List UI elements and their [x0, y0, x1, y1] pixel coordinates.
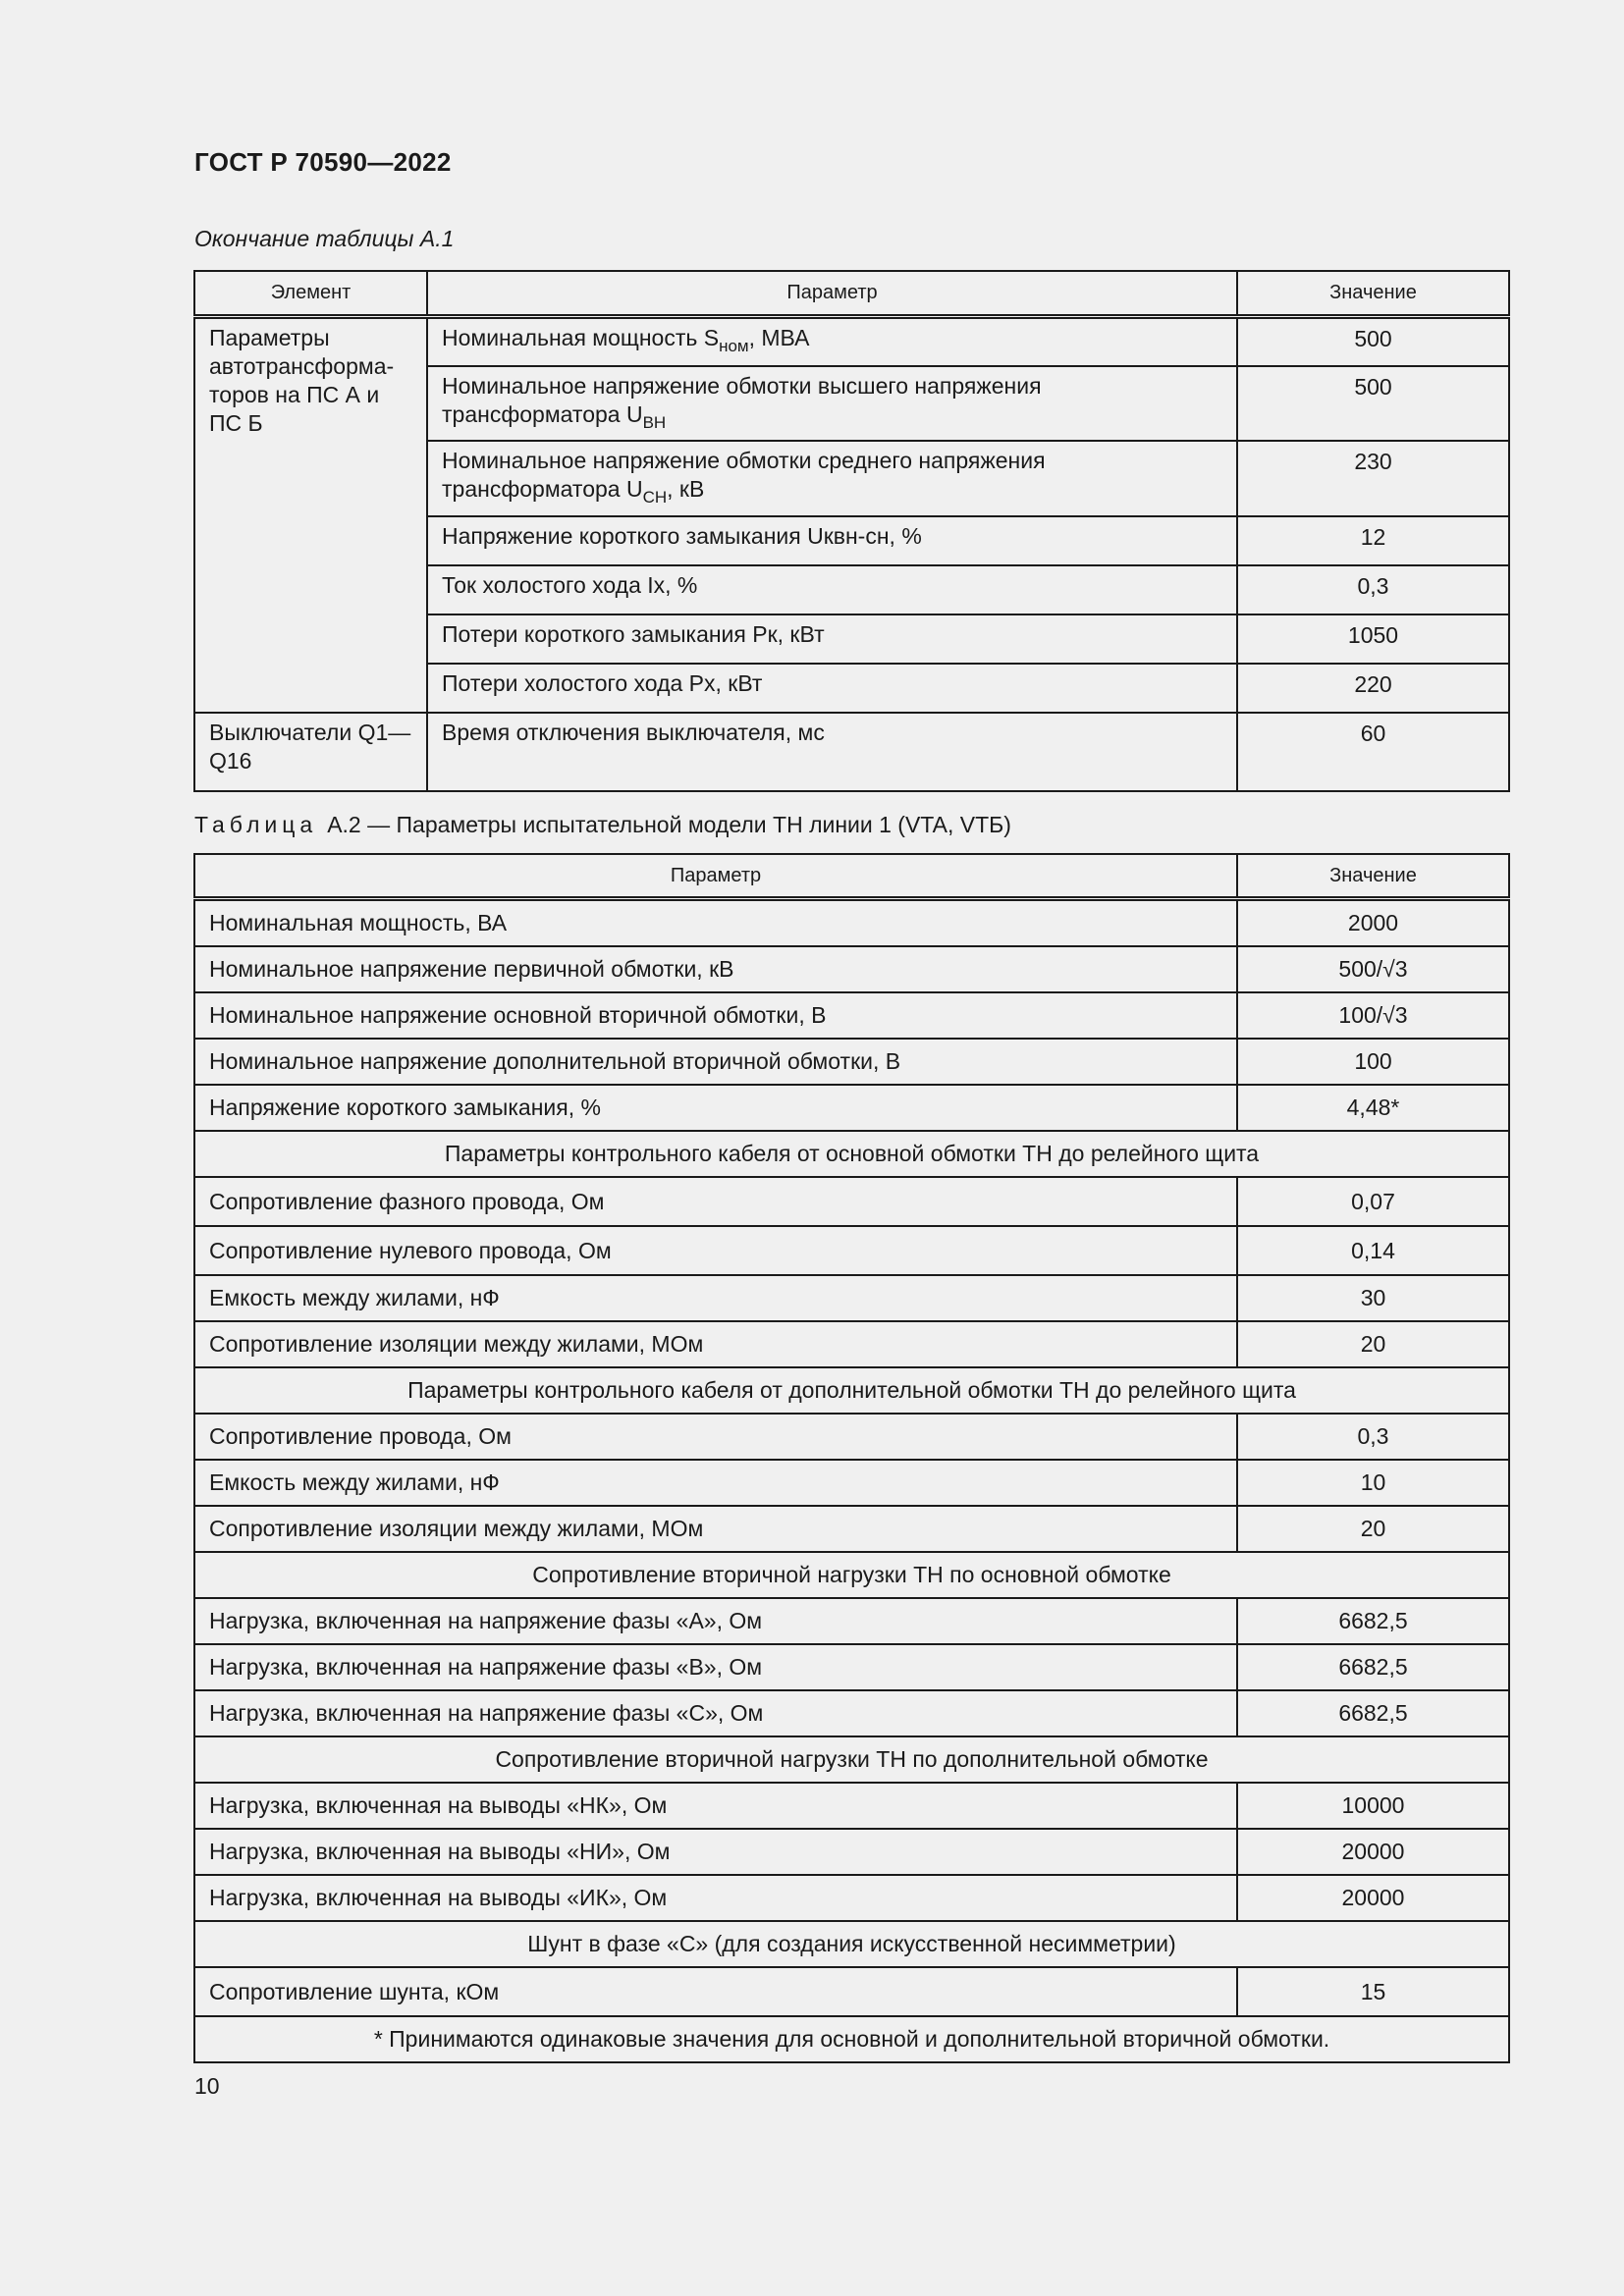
- table-footnote: * Принимаются одинаковые значения для основной и дополнительной вторичной обмотки.: [194, 2016, 1509, 2062]
- value-cell: 20: [1237, 1321, 1509, 1367]
- param-cell: Номинальное напряжение дополнительной вторичной обмотки, В: [194, 1039, 1237, 1085]
- value-cell: 6682,5: [1237, 1690, 1509, 1736]
- param-cell: Емкость между жилами, нФ: [194, 1460, 1237, 1506]
- value-cell: 20: [1237, 1506, 1509, 1552]
- param-cell: Номинальное напряжение обмотки среднего напряжения трансформатора $U_{СН}$, кВ: [427, 441, 1237, 516]
- document-header: ГОСТ Р 70590—2022: [194, 147, 452, 177]
- value-cell: 6682,5: [1237, 1644, 1509, 1690]
- param-cell: Напряжение короткого замыкания Uквн-сн, %: [427, 516, 1237, 565]
- value-cell: 220: [1237, 664, 1509, 713]
- table-row: [194, 1829, 1509, 1875]
- table-row: [194, 1226, 1509, 1275]
- table-row: [194, 1460, 1509, 1506]
- table-a1: [193, 270, 1510, 792]
- section-heading: Параметры контрольного кабеля от основной обмотки ТН до релейного щита: [194, 1131, 1509, 1177]
- table-row: [194, 1644, 1509, 1690]
- column-header-value: Значение: [1237, 271, 1509, 317]
- value-cell: 230: [1237, 441, 1509, 516]
- param-cell: Номинальная мощность, ВА: [194, 899, 1237, 947]
- param-cell: Нагрузка, включенная на выводы «НИ», Ом: [194, 1829, 1237, 1875]
- value-cell: 0,14: [1237, 1226, 1509, 1275]
- value-cell: 6682,5: [1237, 1598, 1509, 1644]
- table-row: [194, 1414, 1509, 1460]
- section-row: [194, 1367, 1509, 1414]
- value-cell: 10000: [1237, 1783, 1509, 1829]
- section-row: [194, 1131, 1509, 1177]
- param-cell: Время отключения выключателя, мс: [427, 713, 1237, 791]
- value-cell: 12: [1237, 516, 1509, 565]
- table-row: [194, 899, 1509, 947]
- footnote-row: [194, 2016, 1509, 2062]
- param-cell: Нагрузка, включенная на напряжение фазы «В», Ом: [194, 1644, 1237, 1690]
- table-header-row: [194, 854, 1509, 899]
- table-row: [194, 1321, 1509, 1367]
- value-cell: 0,3: [1237, 1414, 1509, 1460]
- table-row: [194, 1506, 1509, 1552]
- param-cell: Потери холостого хода Рх, кВт: [427, 664, 1237, 713]
- value-cell: 0,3: [1237, 565, 1509, 614]
- value-cell: 100/√3: [1237, 992, 1509, 1039]
- value-cell: 2000: [1237, 899, 1509, 947]
- table-row: [194, 1690, 1509, 1736]
- table-a2-caption: [194, 812, 1011, 838]
- group-label-autotransformers: Параметры автотрансформа-торов на ПС А и ПС Б: [194, 317, 427, 713]
- table-row: [194, 1085, 1509, 1131]
- column-header-parameter: Параметр: [427, 271, 1237, 317]
- column-header-element: Элемент: [194, 271, 427, 317]
- section-row: [194, 1552, 1509, 1598]
- table-row: [194, 317, 1509, 366]
- section-heading: Сопротивление вторичной нагрузки ТН по дополнительной обмотке: [194, 1736, 1509, 1783]
- section-heading: Сопротивление вторичной нагрузки ТН по основной обмотке: [194, 1552, 1509, 1598]
- param-cell: Ток холостого хода Iх, %: [427, 565, 1237, 614]
- table-row: [194, 992, 1509, 1039]
- value-cell: 500/√3: [1237, 946, 1509, 992]
- param-cell: Сопротивление фазного провода, Ом: [194, 1177, 1237, 1226]
- value-cell: 0,07: [1237, 1177, 1509, 1226]
- value-cell: 500: [1237, 317, 1509, 366]
- table-a1-caption: Окончание таблицы А.1: [194, 226, 455, 251]
- table-header-row: [194, 271, 1509, 317]
- section-row: [194, 1736, 1509, 1783]
- param-cell: Нагрузка, включенная на выводы «НК», Ом: [194, 1783, 1237, 1829]
- section-heading: Шунт в фазе «С» (для создания искусственной несимметрии): [194, 1921, 1509, 1967]
- param-cell: Сопротивление изоляции между жилами, МОм: [194, 1506, 1237, 1552]
- column-header-parameter: Параметр: [194, 854, 1237, 899]
- table-row: [194, 713, 1509, 791]
- value-cell: 500: [1237, 366, 1509, 441]
- param-cell: Номинальная мощность $S_{ном}$, МВА: [427, 317, 1237, 366]
- value-cell: 15: [1237, 1967, 1509, 2016]
- column-header-value: Значение: [1237, 854, 1509, 899]
- value-cell: 1050: [1237, 614, 1509, 664]
- param-cell: Нагрузка, включенная на напряжение фазы «С», Ом: [194, 1690, 1237, 1736]
- param-cell: Сопротивление провода, Ом: [194, 1414, 1237, 1460]
- param-cell: Потери короткого замыкания Рк, кВт: [427, 614, 1237, 664]
- group-label-breakers: Выключатели Q1—Q16: [194, 713, 427, 791]
- param-cell: Емкость между жилами, нФ: [194, 1275, 1237, 1321]
- table-row: [194, 1275, 1509, 1321]
- param-cell: Номинальное напряжение обмотки высшего напряжения трансформатора $U_{ВН}$: [427, 366, 1237, 441]
- value-cell: 60: [1237, 713, 1509, 791]
- table-row: [194, 1177, 1509, 1226]
- param-cell: Сопротивление шунта, кОм: [194, 1967, 1237, 2016]
- value-cell: 30: [1237, 1275, 1509, 1321]
- param-cell: Номинальное напряжение первичной обмотки, кВ: [194, 946, 1237, 992]
- table-row: [194, 1875, 1509, 1921]
- table-row: [194, 1783, 1509, 1829]
- value-cell: 100: [1237, 1039, 1509, 1085]
- param-cell: Нагрузка, включенная на напряжение фазы «А», Ом: [194, 1598, 1237, 1644]
- section-heading: Параметры контрольного кабеля от дополнительной обмотки ТН до релейного щита: [194, 1367, 1509, 1414]
- value-cell: 10: [1237, 1460, 1509, 1506]
- table-row: [194, 1598, 1509, 1644]
- page-number: 10: [194, 2073, 220, 2099]
- table-row: [194, 1967, 1509, 2016]
- table-a2: [193, 853, 1510, 2063]
- caption-prefix: Таблица: [194, 812, 318, 837]
- value-cell: 20000: [1237, 1875, 1509, 1921]
- param-cell: Сопротивление нулевого провода, Ом: [194, 1226, 1237, 1275]
- table-row: [194, 1039, 1509, 1085]
- value-cell: 4,48*: [1237, 1085, 1509, 1131]
- param-cell: Напряжение короткого замыкания, %: [194, 1085, 1237, 1131]
- value-cell: 20000: [1237, 1829, 1509, 1875]
- caption-text: А.2 — Параметры испытательной модели ТН линии 1 (VTA, VTБ): [327, 812, 1011, 837]
- param-cell: Номинальное напряжение основной вторичной обмотки, В: [194, 992, 1237, 1039]
- param-cell: Сопротивление изоляции между жилами, МОм: [194, 1321, 1237, 1367]
- section-row: [194, 1921, 1509, 1967]
- param-cell: Нагрузка, включенная на выводы «ИК», Ом: [194, 1875, 1237, 1921]
- table-row: [194, 946, 1509, 992]
